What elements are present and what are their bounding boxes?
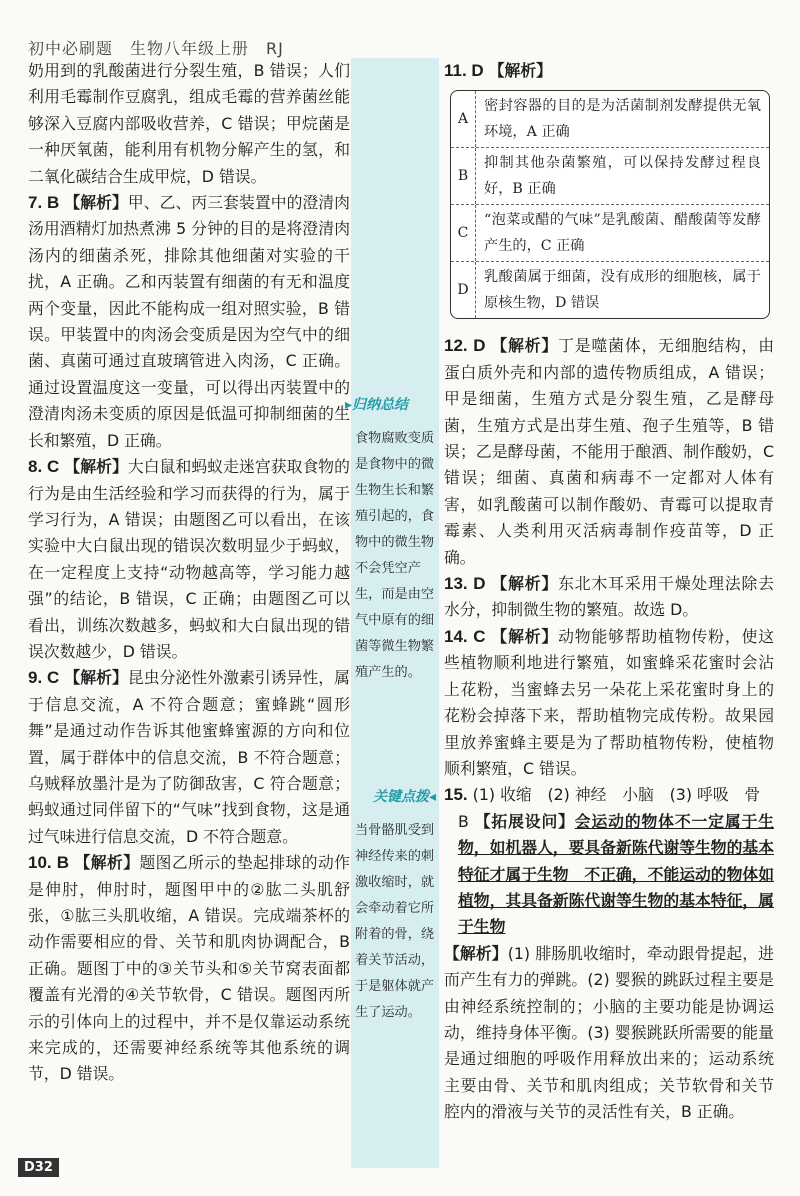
answer-7 bbox=[28, 190, 350, 454]
extension-tag: 【拓展设问】 bbox=[474, 811, 575, 831]
answer-11-table bbox=[450, 90, 770, 319]
answer-text: 丁是噬菌体，无细胞结构，由蛋白质外壳和内部的遗传物质组成，A 错误；甲是细菌，生殖方式是分裂生殖，乙是酵母菌，生殖方式是出芽生殖、孢子生殖等，B 错误；乙是酵母菌，不能用于酿酒、制作酸奶，C 错误；细菌、真菌和病毒不一定都对人体有害，如乳酸菌可以制作酸奶、青霉可以提取青霉素、人类利用灭活病毒制作疫苗等，D 正确。 bbox=[444, 336, 774, 567]
answer-15-analysis bbox=[444, 941, 774, 1126]
key-point-title: 关键点拨◂ bbox=[373, 789, 437, 805]
right-column bbox=[444, 58, 774, 1126]
answer-13 bbox=[444, 571, 774, 624]
answer-15-extension bbox=[444, 809, 774, 941]
analysis-tag: 【解析】 bbox=[491, 626, 559, 646]
question-number: 7. B bbox=[28, 193, 60, 213]
table-row bbox=[451, 148, 769, 205]
question-number: 11. D bbox=[444, 61, 484, 80]
answer-10 bbox=[28, 850, 350, 1088]
row-label: B bbox=[451, 148, 476, 204]
row-text: 乳酸菌属于细菌，没有成形的细胞核，属于原核生物，D 错误 bbox=[484, 269, 761, 312]
answer-text: (1) 腓肠肌收缩时，牵动跟骨提起，进而产生有力的弹跳。(2) 婴猴的跳跃过程主要是由神经系统控制的；小脑的主要功能是协调运动，维持身体平衡。(3) 婴猴跳跃所需要的能量是通过细胞的呼吸作用释放出来的；运动系统主要由骨、关节和肌肉组成；关节软骨和关节腔内的滑液与关节的灵活性有关，B 正确。 bbox=[444, 943, 774, 1122]
question-number: 15. bbox=[444, 785, 468, 805]
question-number: 14. C bbox=[444, 626, 486, 646]
row-label: A bbox=[451, 91, 476, 147]
page-number: D32 bbox=[18, 1158, 59, 1177]
question-number: 13. D bbox=[444, 574, 486, 594]
answer-9 bbox=[28, 665, 350, 850]
key-point-note: 当骨骼肌受到神经传来的刺激收缩时，就会牵动着它所附着的骨，绕着关节活动，于是躯体就产生了运动。 bbox=[355, 823, 435, 1020]
answer-15-blanks: (1) 收缩 (2) 神经 小脑 (3) 呼吸 骨 bbox=[472, 785, 761, 805]
analysis-tag: 【解析】 bbox=[491, 574, 559, 594]
answer-text: 东北木耳采用干燥处理法除去水分，抑制微生物的繁殖。故选 D。 bbox=[444, 574, 774, 620]
row-text: “泡菜或醋的气味”是乳酸菌、醋酸菌等发酵产生的，C 正确 bbox=[484, 212, 761, 255]
extension-text: 会运动的物体不一定属于生物，如机器人，要具备新陈代谢等生物的基本特征才属于生物 不正确，不能运动的物体如植物，其具备新陈代谢等生物的基本特征，属于生物 bbox=[458, 811, 774, 937]
summary-note: 食物腐败变质是食物中的微生物生长和繁殖引起的，食物中的微生物不会凭空产生，而是由空气中原有的细菌等微生物繁殖产生的。 bbox=[355, 431, 435, 680]
table-row bbox=[451, 205, 769, 262]
answer-text: 动物能够帮助植物传粉，使这些植物顺利地进行繁殖，如蜜蜂采花蜜时会沾上花粉，当蜜蜂去另一朵花上采花蜜时身上的花粉会掉落下来，帮助植物完成传粉。故果园里放养蜜蜂主要是为了帮助植物传粉，使植物顺利繁殖，C 错误。 bbox=[444, 626, 774, 778]
analysis-tag: 【解析】 bbox=[444, 943, 508, 963]
table-row bbox=[451, 262, 769, 318]
answer-11 bbox=[444, 58, 774, 84]
analysis-tag: 【解析】 bbox=[74, 853, 140, 873]
analysis-tag: 【解析】 bbox=[64, 668, 128, 688]
answer-15 bbox=[444, 782, 774, 808]
row-label: D bbox=[451, 262, 476, 318]
answer-text: 大白鼠和蚂蚁走迷宫获取食物的行为是由生活经验和学习而获得的行为，属于学习行为，A 错误；由题图乙可以看出，在该实验中大白鼠出现的错误次数明显少于蚂蚁，在一定程度上支持“动物越高等，学习能力越强”的结论，B 错误，C 正确；由题图乙可以看出，训练次数越多，蚂蚁和大白鼠出现的错误次数越少，D 错误。 bbox=[28, 457, 350, 661]
table-row bbox=[451, 91, 769, 148]
answer-text: 题图乙所示的垫起排球的动作是伸肘，伸肘时，题图甲中的②肱二头肌舒张，①肱三头肌收缩，A 错误。完成端茶杯的动作需要相应的骨、关节和肌肉协调配合，B 正确。题图丁中的③关节头和⑤关节窝表面都覆盖有光滑的④关节软骨，C 错误。题图丙所示的引体向上的过程中，并不是仅靠运动系统来完成的，还需要神经系统等其他系统的调节，D 错误。 bbox=[28, 853, 350, 1084]
answer-15-choice: B bbox=[458, 811, 469, 831]
left-column bbox=[28, 58, 350, 1088]
sidebar bbox=[345, 58, 439, 1168]
question-number: 10. B bbox=[28, 853, 70, 873]
question-number: 8. C bbox=[28, 457, 60, 477]
row-text: 密封容器的目的是为活菌制剂发酵提供无氧环境，A 正确 bbox=[484, 98, 761, 141]
question-number: 9. C bbox=[28, 668, 60, 688]
page-header: 初中必刷题 生物八年级上册 RJ bbox=[28, 39, 284, 58]
answer-text: 昆虫分泌性外激素引诱异性，属于信息交流，A 不符合题意；蜜蜂跳“圆形舞”是通过动作告诉其他蜜蜂蜜源的方向和位置，属于群体中的信息交流，B 不符合题意；乌贼释放墨汁是为了防御敌害，C 符合题意；蚂蚁通过同伴留下的“气味”找到食物，这是通过气味进行信息交流，D 不符合题意。 bbox=[28, 668, 350, 846]
answer-12 bbox=[444, 333, 774, 571]
summary-title: ▸归纳总结 bbox=[345, 397, 409, 413]
question-number: 12. D bbox=[444, 336, 486, 356]
answer-14 bbox=[444, 624, 774, 782]
continued-paragraph: 奶用到的乳酸菌进行分裂生殖，B 错误；人们利用毛霉制作豆腐乳，组成毛霉的营养菌丝能够深入豆腐内部吸收营养，C 错误；甲烷菌是一种厌氧菌，能利用有机物分解产生的氢，和二氧化碳结合生成甲烷，D 错误。 bbox=[28, 61, 350, 186]
analysis-tag: 【解析】 bbox=[64, 457, 128, 477]
analysis-tag: 【解析】 bbox=[488, 61, 552, 80]
answer-8 bbox=[28, 454, 350, 665]
answer-text: 甲、乙、丙三套装置中的澄清肉汤用酒精灯加热煮沸 5 分钟的目的是将澄清肉汤内的细菌杀死，排除其他细菌对实验的干扰，A 正确。乙和丙装置有细菌的有无和温度两个变量，因此不能构成一组对照实验，B 错误。甲装置中的肉汤会变质是因为空气中的细菌、真菌可通过直玻璃管进入肉汤，C 正确。通过设置温度这一变量，可以得出丙装置中的澄清肉汤未变质的原因是低温可抑制细菌的生长和繁殖，D 正确。 bbox=[28, 193, 350, 450]
analysis-tag: 【解析】 bbox=[64, 193, 128, 213]
analysis-tag: 【解析】 bbox=[491, 336, 559, 356]
row-text: 抑制其他杂菌繁殖，可以保持发酵过程良好，B 正确 bbox=[484, 155, 761, 198]
row-label: C bbox=[451, 205, 476, 261]
